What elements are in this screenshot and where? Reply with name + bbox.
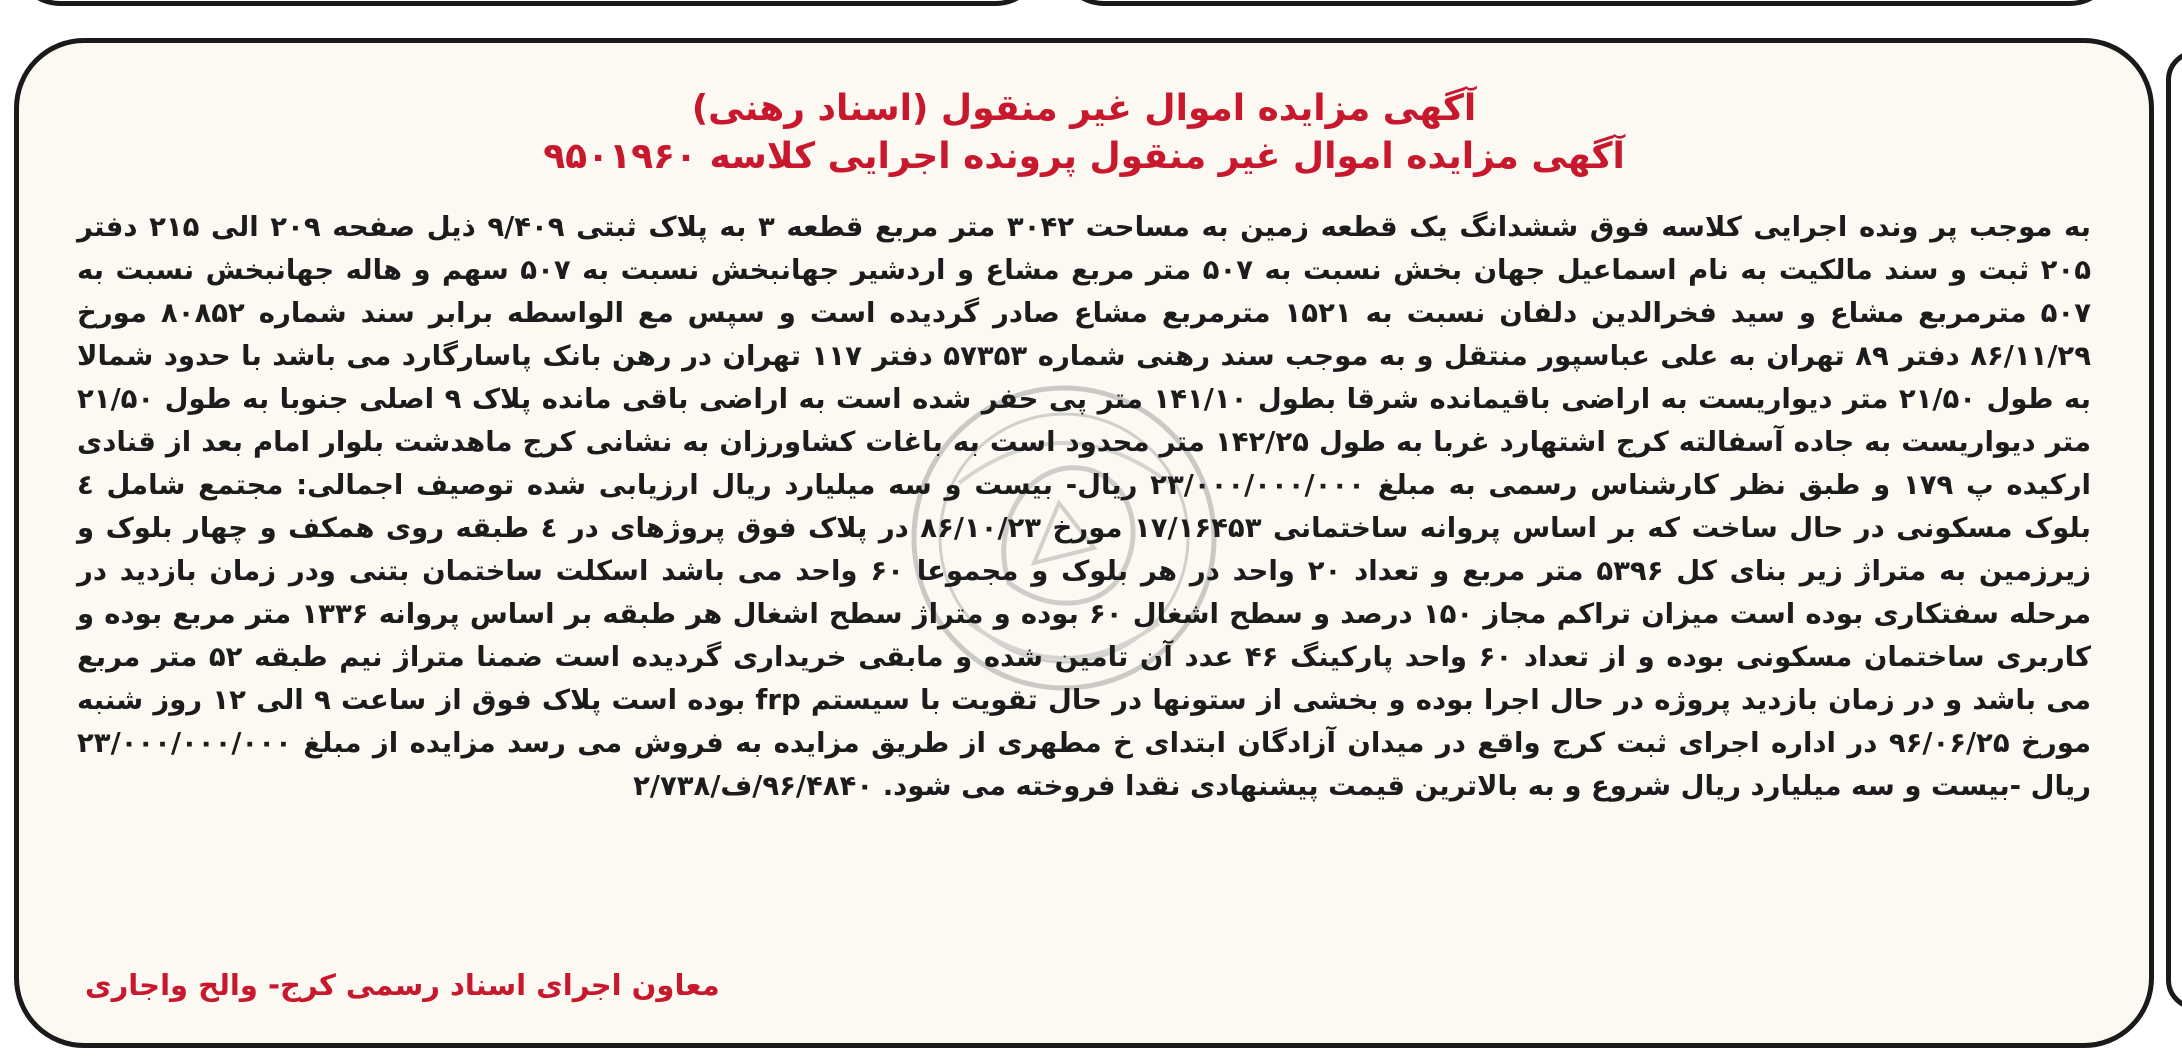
adjacent-notice-frame-right [2166,50,2182,1010]
auction-notice [14,38,2154,1048]
notice-title-secondary: آگهی مزایده اموال غیر منقول پرونده اجرایی کلاسه ۹۵۰۱۹۶۰ [543,136,1625,177]
notice-signature: معاون اجرای اسناد رسمی کرج- والح واجاری [85,968,720,1002]
notice-titles [19,85,2149,181]
notice-title-primary: آگهی مزایده اموال غیر منقول (اسناد رهنی) [691,88,1477,129]
adjacent-notice-frame-top-left [14,0,1042,6]
adjacent-notice-frame-top-right [1058,0,2116,6]
notice-body: به موجب پر ونده اجرایی کلاسه فوق ششدانگ یک قطعه زمین به مساحت ۳۰۴۲ متر مربع قطعه ۳ به پلاک ثبتی ۹/۴۰۹ ذیل صفحه ۲۰۹ الی ۲۱۵ دفتر ۲۰۵ ثبت و سند مالکیت به نام اسماعیل جهان بخش نسبت به ۵۰۷ متر مربع مشاع و اردشیر جهانبخش نسبت به ۵۰۷ سهم و هاله جهانبخش نسبت به ۵۰۷ مترمربع مشاع و سید فخرالدین دلفان نسبت به ۱۵۲۱ مترمربع مشاع صادر گردیده است و سپس مع الواسطه برابر سند شماره ۸۰۸۵۲ مورخ ۸۶/۱۱/۲۹ دفتر ۸۹ تهران به علی عباسپور منتقل و به موجب سند رهنی شماره ۵۷۳۵۳ دفتر ۱۱۷ تهران در رهن بانک پاسارگارد می باشد با حدود شمالا به طول ۲۱/۵۰ متر دیواریست به اراضی باقیمانده شرقا بطول ۱۴۱/۱۰ متر پی حفر شده است به اراضی باقی مانده پلاک ۹ اصلی جنوبا به طول ۲۱/۵۰ متر دیواریست به جاده آسفالته کرج اشتهارد غربا به طول ۱۴۲/۲۵ متر محدود است به باغات کشاورزان به نشانی کرج ماهدشت بلوار امام بعد از قنادی ارکیده پ ۱۷۹ و طبق نظر کارشناس رسمی به مبلغ ۲۳/۰۰۰/۰۰۰/۰۰۰ ریال- بیست و سه میلیارد ریال ارزیابی شده توصیف اجمالی: مجتمع شامل ٤ بلوک مسکونی در حال ساخت که بر اساس پروانه ساختمانی ۱۷/۱۶۴۵۳ مورخ ۸۶/۱۰/۲۳ در پلاک فوق پروژهای در ٤ طبقه روی همکف و چهار بلوک و زیرزمین به متراژ زیر بنای کل ۵۳۹۶ متر مربع و تعداد ۲۰ واحد در هر بلوک و مجموعا ۶۰ واحد می باشد اسکلت ساختمان بتنی ودر زمان بازدید در مرحله سفتکاری بوده است میزان تراکم مجاز ۱۵۰ درصد و سطح اشغال ۶۰ بوده و متراژ سطح اشغال هر طبقه بر اساس پروانه ۱۳۳۶ متر مربع بوده و کاربری ساختمان مسکونی بوده و از تعداد ۶۰ واحد پارکینگ ۴۶ عدد آن تامین شده و مابقی خریداری گردیده است ضمنا متراژ نیم طبقه ۵۲ متر مربع می باشد و در زمان بازدید پروژه در حال اجرا بوده و بخشی از ستونها در حال تقویت با سیستم frp بوده است پلاک فوق از ساعت ۹ الی ۱۲ روز شنبه مورخ ۹۶/۰۶/۲۵ در اداره اجرای ثبت کرج واقع در میدان آزادگان ابتدای خ مطهری از طریق مزایده به فروش می رسد مزایده از مبلغ ۲۳/۰۰۰/۰۰۰/۰۰۰ ریال -بیست و سه میلیارد ریال شروع و به بالاترین قیمت پیشنهادی نقدا فروخته می شود. ۹۶/۴۸۴۰/ف/۲/۷۳۸ [77,211,2092,802]
